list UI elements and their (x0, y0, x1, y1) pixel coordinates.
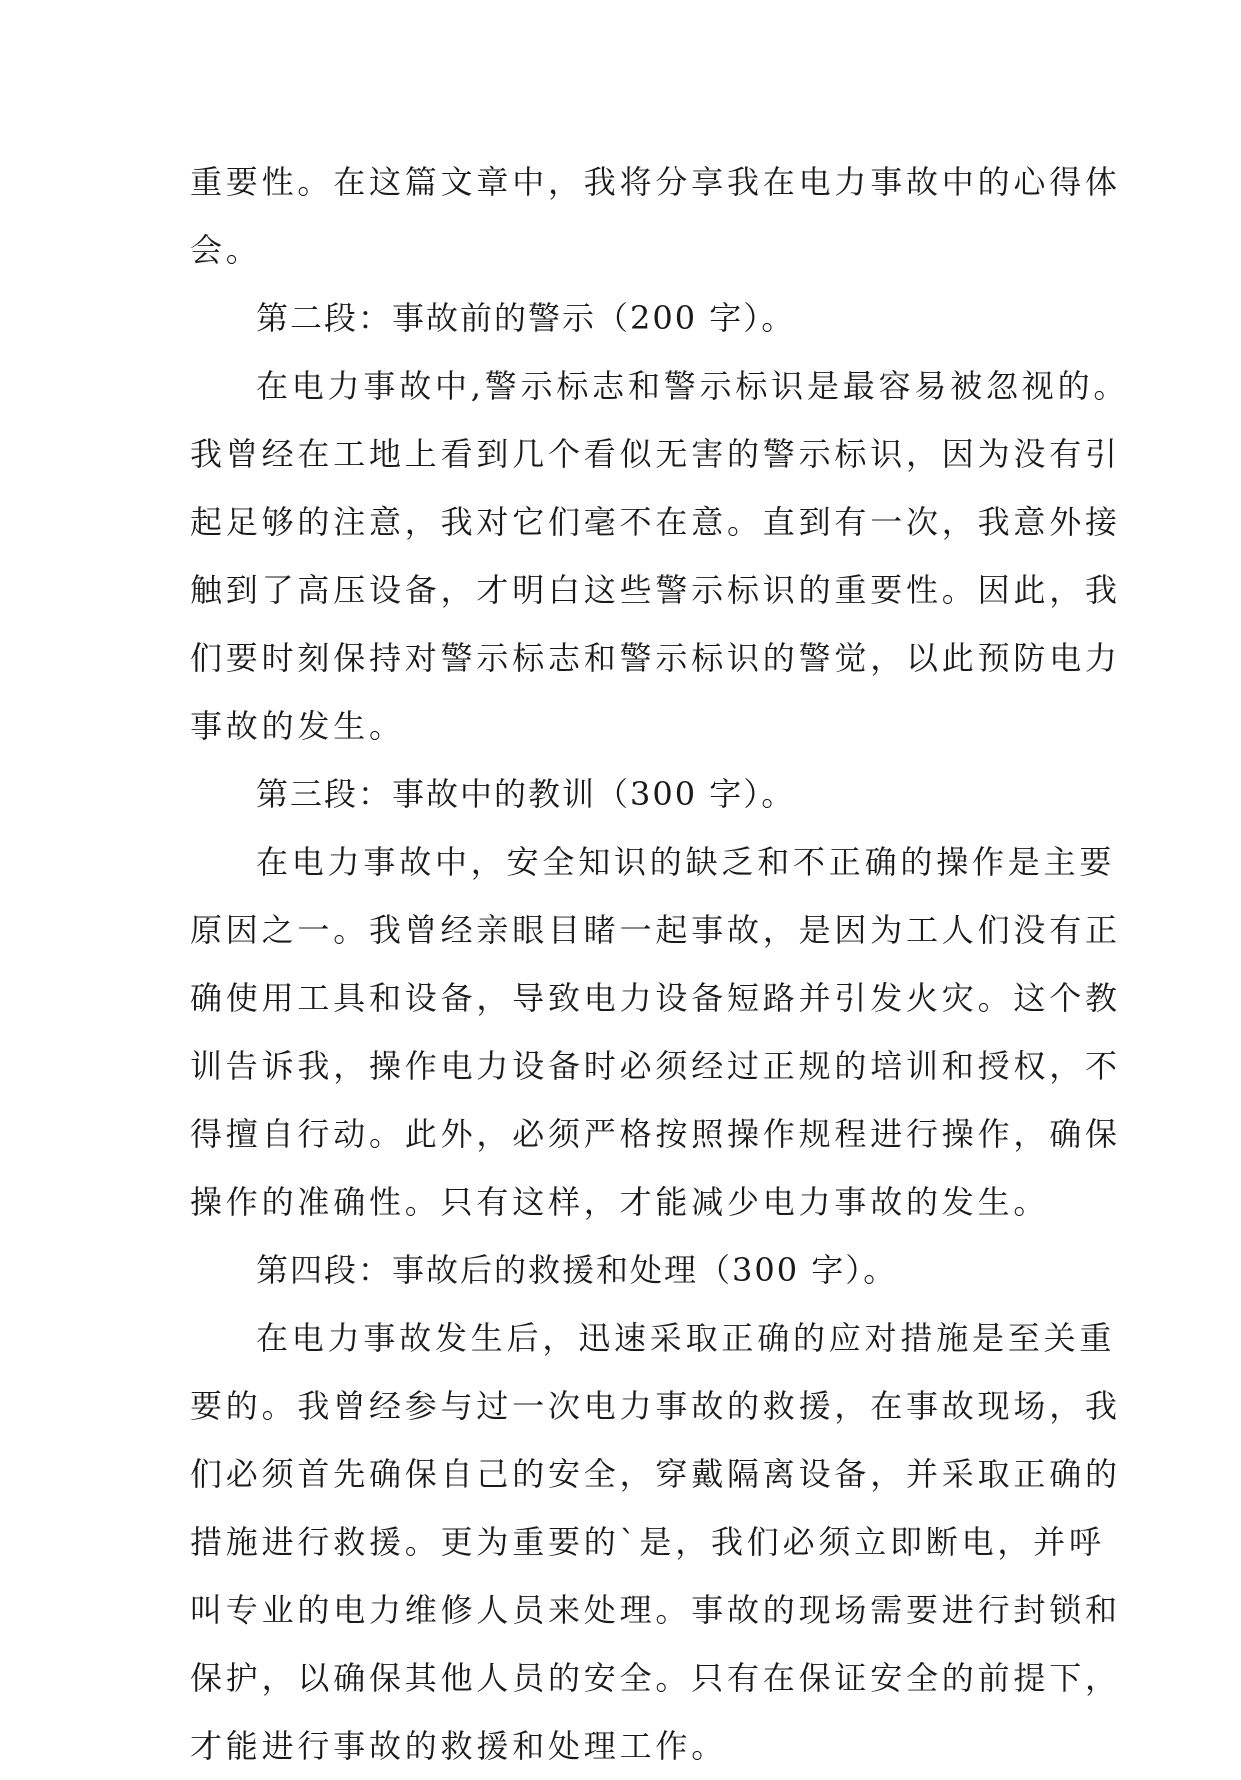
paragraph-line: 叫专业的电力维修人员来处理。事故的现场需要进行封锁和 (190, 1591, 1121, 1629)
paragraph-line: 训告诉我，操作电力设备时必须经过正规的培训和授权，不 (190, 1047, 1121, 1085)
paragraph-line: 保护，以确保其他人员的安全。只有在保证安全的前提下， (190, 1659, 1121, 1697)
paragraph-line: 要的。我曾经参与过一次电力事故的救援，在事故现场，我 (190, 1387, 1121, 1425)
paragraph-line: 重要性。在这篇文章中，我将分享我在电力事故中的心得体 (190, 163, 1121, 201)
paragraph-line: 们必须首先确保自己的安全，穿戴隔离设备，并采取正确的 (190, 1455, 1121, 1493)
document-body (190, 148, 1130, 1780)
paragraph-line: 原因之一。我曾经亲眼目睹一起事故，是因为工人们没有正 (190, 911, 1121, 949)
paragraph-line: 确使用工具和设备，导致电力设备短路并引发火灾。这个教 (190, 979, 1121, 1017)
paragraph-line: 在电力事故中，安全知识的缺乏和不正确的操作是主要 (256, 843, 1116, 881)
paragraph-line: 得擅自行动。此外，必须严格按照操作规程进行操作，确保 (190, 1115, 1121, 1153)
section-heading: 第四段：事故后的救援和处理（300 字）。 (256, 1251, 898, 1289)
paragraph-line: 触到了高压设备，才明白这些警示标识的重要性。因此，我 (190, 571, 1121, 609)
paragraph-line: 我曾经在工地上看到几个看似无害的警示标识，因为没有引 (190, 435, 1121, 473)
paragraph-line: 们要时刻保持对警示标志和警示标识的警觉，以此预防电力 (190, 639, 1121, 677)
section-heading: 第三段：事故中的教训（300 字）。 (256, 775, 796, 813)
paragraph-line: 措施进行救援。更为重要的`是，我们必须立即断电，并呼 (190, 1523, 1105, 1561)
section-heading: 第二段：事故前的警示（200 字）。 (256, 299, 796, 337)
paragraph-line: 操作的准确性。只有这样，才能减少电力事故的发生。 (190, 1183, 1050, 1221)
paragraph-line: 会。 (190, 231, 262, 269)
paragraph-line: 起足够的注意，我对它们毫不在意。直到有一次，我意外接 (190, 503, 1121, 541)
paragraph-line: 在电力事故中,警示标志和警示标识是最容易被忽视的。 (256, 367, 1130, 405)
paragraph-line: 在电力事故发生后，迅速采取正确的应对措施是至关重 (256, 1319, 1116, 1357)
paragraph-line: 事故的发生。 (190, 707, 405, 745)
paragraph-line: 才能进行事故的救援和处理工作。 (190, 1727, 728, 1765)
